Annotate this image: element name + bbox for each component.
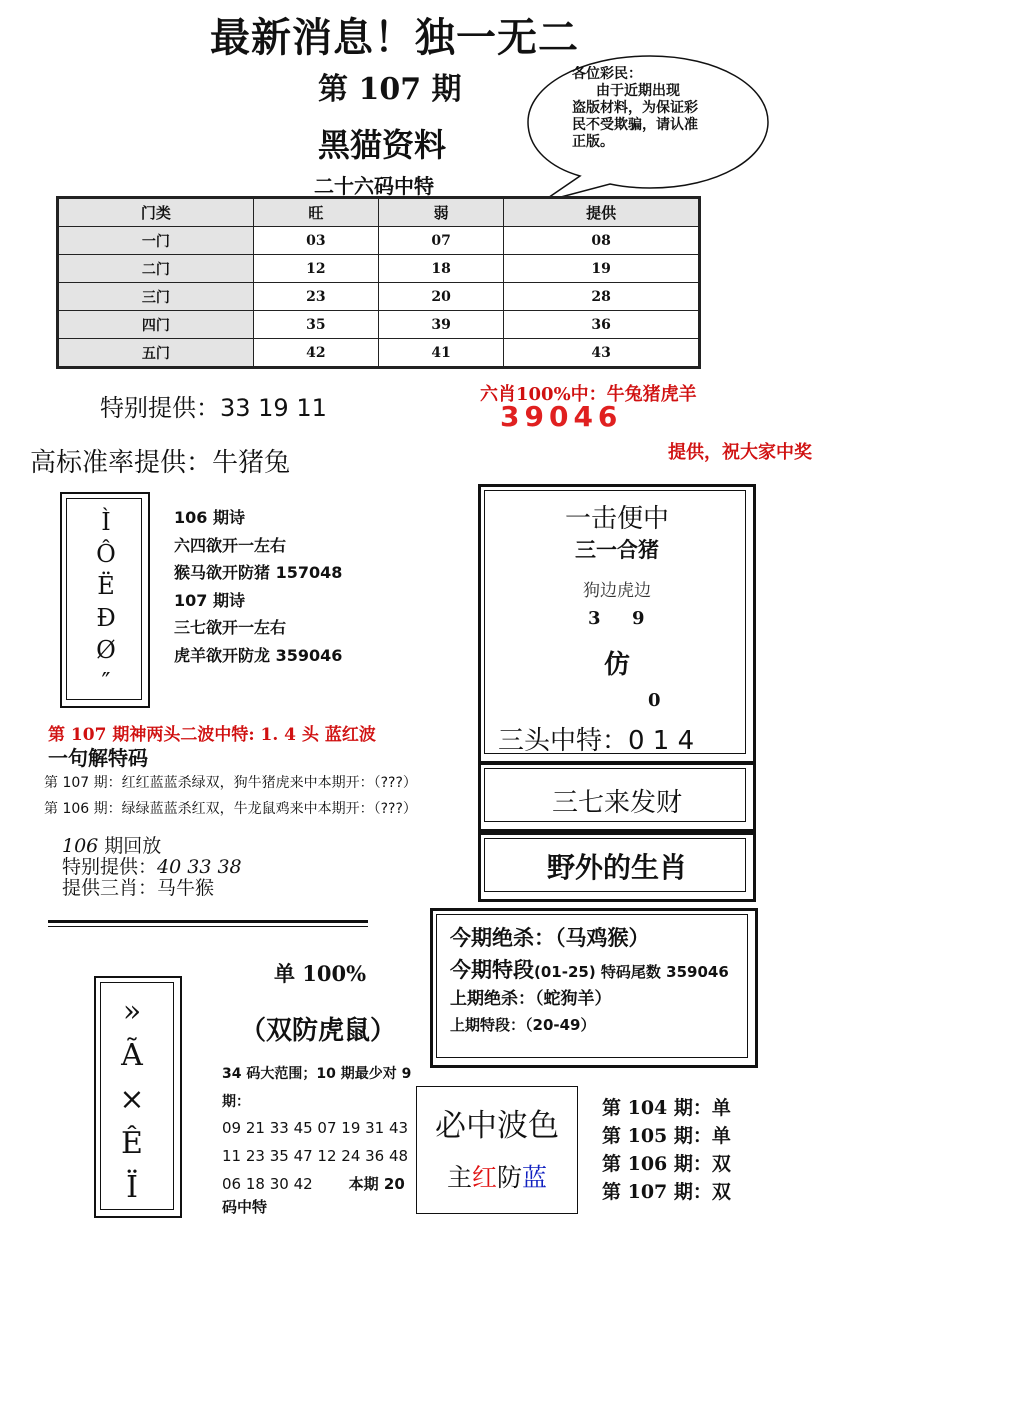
table-cell: 一门: [58, 227, 254, 255]
history-item: 第 106 期：双: [602, 1153, 731, 1175]
issue-number: 第 107 期: [318, 72, 462, 107]
review-label: 期回放: [98, 835, 162, 857]
glyph: Ì: [101, 508, 111, 536]
yiji-fang: 仿: [604, 650, 631, 680]
kill-previous: 上期绝杀：（蛇狗羊）: [450, 989, 612, 1009]
source-name: 黑猫资料: [318, 126, 447, 164]
history-item: 第 105 期：单: [602, 1125, 731, 1147]
segment-detail: (01-25) 特码尾数 359046: [534, 963, 729, 981]
six-zodiac: 六肖100%中：牛兔猪虎羊: [480, 384, 697, 405]
special-offer: 特别提供：33 19 11: [100, 394, 327, 422]
table-cell: 08: [504, 227, 700, 255]
dan-text: 单 100%: [274, 961, 367, 986]
poem-line: 六四欲开一左右: [174, 535, 287, 555]
range-text: 34 码大范围；10 期最少对 9 期：: [222, 1066, 412, 1110]
wave-part: 防: [497, 1163, 523, 1192]
yiji-title: 一击便中: [564, 504, 669, 534]
benqi-text: 本期 20: [348, 1175, 405, 1193]
notice-line: 由于近期出现: [596, 83, 680, 99]
history-item: 第 104 期：单: [602, 1097, 731, 1119]
review-special-label: 特别提供：: [62, 856, 158, 878]
table-cell: 03: [253, 227, 378, 255]
yiji-num2: 9: [632, 608, 645, 629]
table-header: 门类: [58, 198, 254, 227]
notice-text: [572, 66, 732, 152]
glyph: Ê: [121, 1126, 143, 1161]
santou-text: 三头中特：0 1 4: [498, 726, 695, 756]
yiji-line3: 狗边虎边: [583, 581, 651, 601]
riddle-107: 第 107 期：红红蓝蓝杀绿双，狗牛猪虎来中本期开：（???）: [44, 775, 417, 791]
wave-title: 必中波色: [435, 1108, 559, 1144]
table-cell: 19: [504, 255, 700, 283]
table-header-row: [58, 198, 700, 227]
yiju-title: 一句解特码: [48, 746, 148, 770]
table-cell: 20: [378, 283, 503, 311]
door-table: [56, 196, 701, 369]
review-block: [62, 836, 242, 899]
glyph: Ë: [97, 572, 115, 600]
red-headline: 第 107 期神两头二波中特: 1. 4 头 蓝红波: [48, 725, 376, 745]
review-special-nums: 40 33 38: [157, 856, 242, 878]
poem-line: 106 期诗: [174, 508, 245, 527]
segment-current: [450, 954, 729, 984]
number-grid: [222, 1114, 408, 1198]
poem-line: 猴马欲开防猪 157048: [174, 563, 343, 583]
notice-line: 盗版材料，为保证彩: [572, 100, 698, 116]
table-cell: 五门: [58, 339, 254, 368]
table-cell: 28: [504, 283, 700, 311]
page-title: 最新消息！独一无二: [210, 14, 579, 61]
riddle-106: 第 106 期：绿绿蓝蓝杀红双，牛龙鼠鸡来中本期开：（???）: [44, 801, 417, 817]
segment-label: 今期特段: [450, 957, 534, 982]
poem-line: 107 期诗: [174, 590, 245, 610]
yiji-zero: 0: [648, 690, 661, 711]
table-cell: 35: [253, 311, 378, 339]
table-row: [58, 311, 700, 339]
glyph: Ã: [121, 1038, 143, 1073]
table-cell: 12: [253, 255, 378, 283]
table-cell: 07: [378, 227, 503, 255]
table-row: [58, 255, 700, 283]
glyph: »: [122, 994, 142, 1029]
table-row: [58, 227, 700, 255]
table-cell: 43: [504, 339, 700, 368]
number-row: 06 18 30 42: [222, 1175, 313, 1193]
table-cell: 41: [378, 339, 503, 368]
sanqi-text: 三七来发财: [551, 788, 682, 818]
table-header: 旺: [253, 198, 378, 227]
number-row: 11 23 35 47 12 24 36 48: [222, 1147, 409, 1165]
wave-red: 红: [471, 1163, 497, 1192]
poem-glyphs: [92, 506, 120, 698]
glyph-column: [114, 990, 150, 1210]
notice-greeting: 各位彩民：: [572, 66, 642, 82]
divider: [48, 920, 368, 923]
glyph: ×: [119, 1082, 145, 1117]
segment-previous: 上期特段：（20-49）: [450, 1016, 596, 1034]
gaobiao-offer: 高标准率提供：牛猪兔: [30, 448, 291, 478]
table-cell: 三门: [58, 283, 254, 311]
yiji-line2: 三一合猪: [575, 537, 659, 562]
shuang-text: （双防虎鼠）: [240, 1016, 397, 1046]
history-item: 第 107 期：双: [602, 1181, 731, 1203]
table-cell: 二门: [58, 255, 254, 283]
glyph: Ø: [96, 636, 116, 664]
table-cell: 23: [253, 283, 378, 311]
table-header: 弱: [378, 198, 503, 227]
glyph: ″: [101, 668, 111, 696]
wave-colors: [416, 1158, 578, 1194]
history-list: [602, 1094, 731, 1206]
kill-current: 今期绝杀：（马鸡猴）: [450, 925, 650, 950]
wave-blue: 蓝: [522, 1163, 548, 1192]
wave-part: 主: [446, 1163, 472, 1192]
table-cell: 36: [504, 311, 700, 339]
table-cell: 39: [378, 311, 503, 339]
lucky-code: 39046: [500, 400, 623, 433]
yiji-num1: 3: [588, 608, 601, 629]
table-header: 提供: [504, 198, 700, 227]
zhongte-text: 码中特: [222, 1198, 268, 1216]
review-three: 提供三肖：马牛猴: [62, 877, 215, 899]
subtitle: 二十六码中特: [314, 174, 434, 198]
glyph: Ð: [96, 604, 116, 632]
table-cell: 42: [253, 339, 378, 368]
poem-line: 三七欲开一左右: [174, 618, 287, 638]
yewai-text: 野外的生肖: [546, 851, 687, 884]
notice-line: 正版。: [572, 134, 614, 150]
wish-text: 提供，祝大家中奖: [668, 442, 812, 463]
glyph: Ï: [126, 1170, 138, 1205]
table-cell: 18: [378, 255, 503, 283]
table-cell: 四门: [58, 311, 254, 339]
divider: [48, 926, 368, 927]
table-row: [58, 339, 700, 368]
notice-line: 民不受欺骗，请认准: [572, 117, 698, 133]
poem-lines: [174, 504, 342, 670]
number-row: 09 21 33 45 07 19 31 43: [222, 1119, 409, 1137]
review-issue: 106: [62, 835, 99, 857]
table-row: [58, 283, 700, 311]
glyph: Ô: [96, 540, 116, 568]
poem-line: 虎羊欲开防龙 359046: [174, 645, 343, 665]
